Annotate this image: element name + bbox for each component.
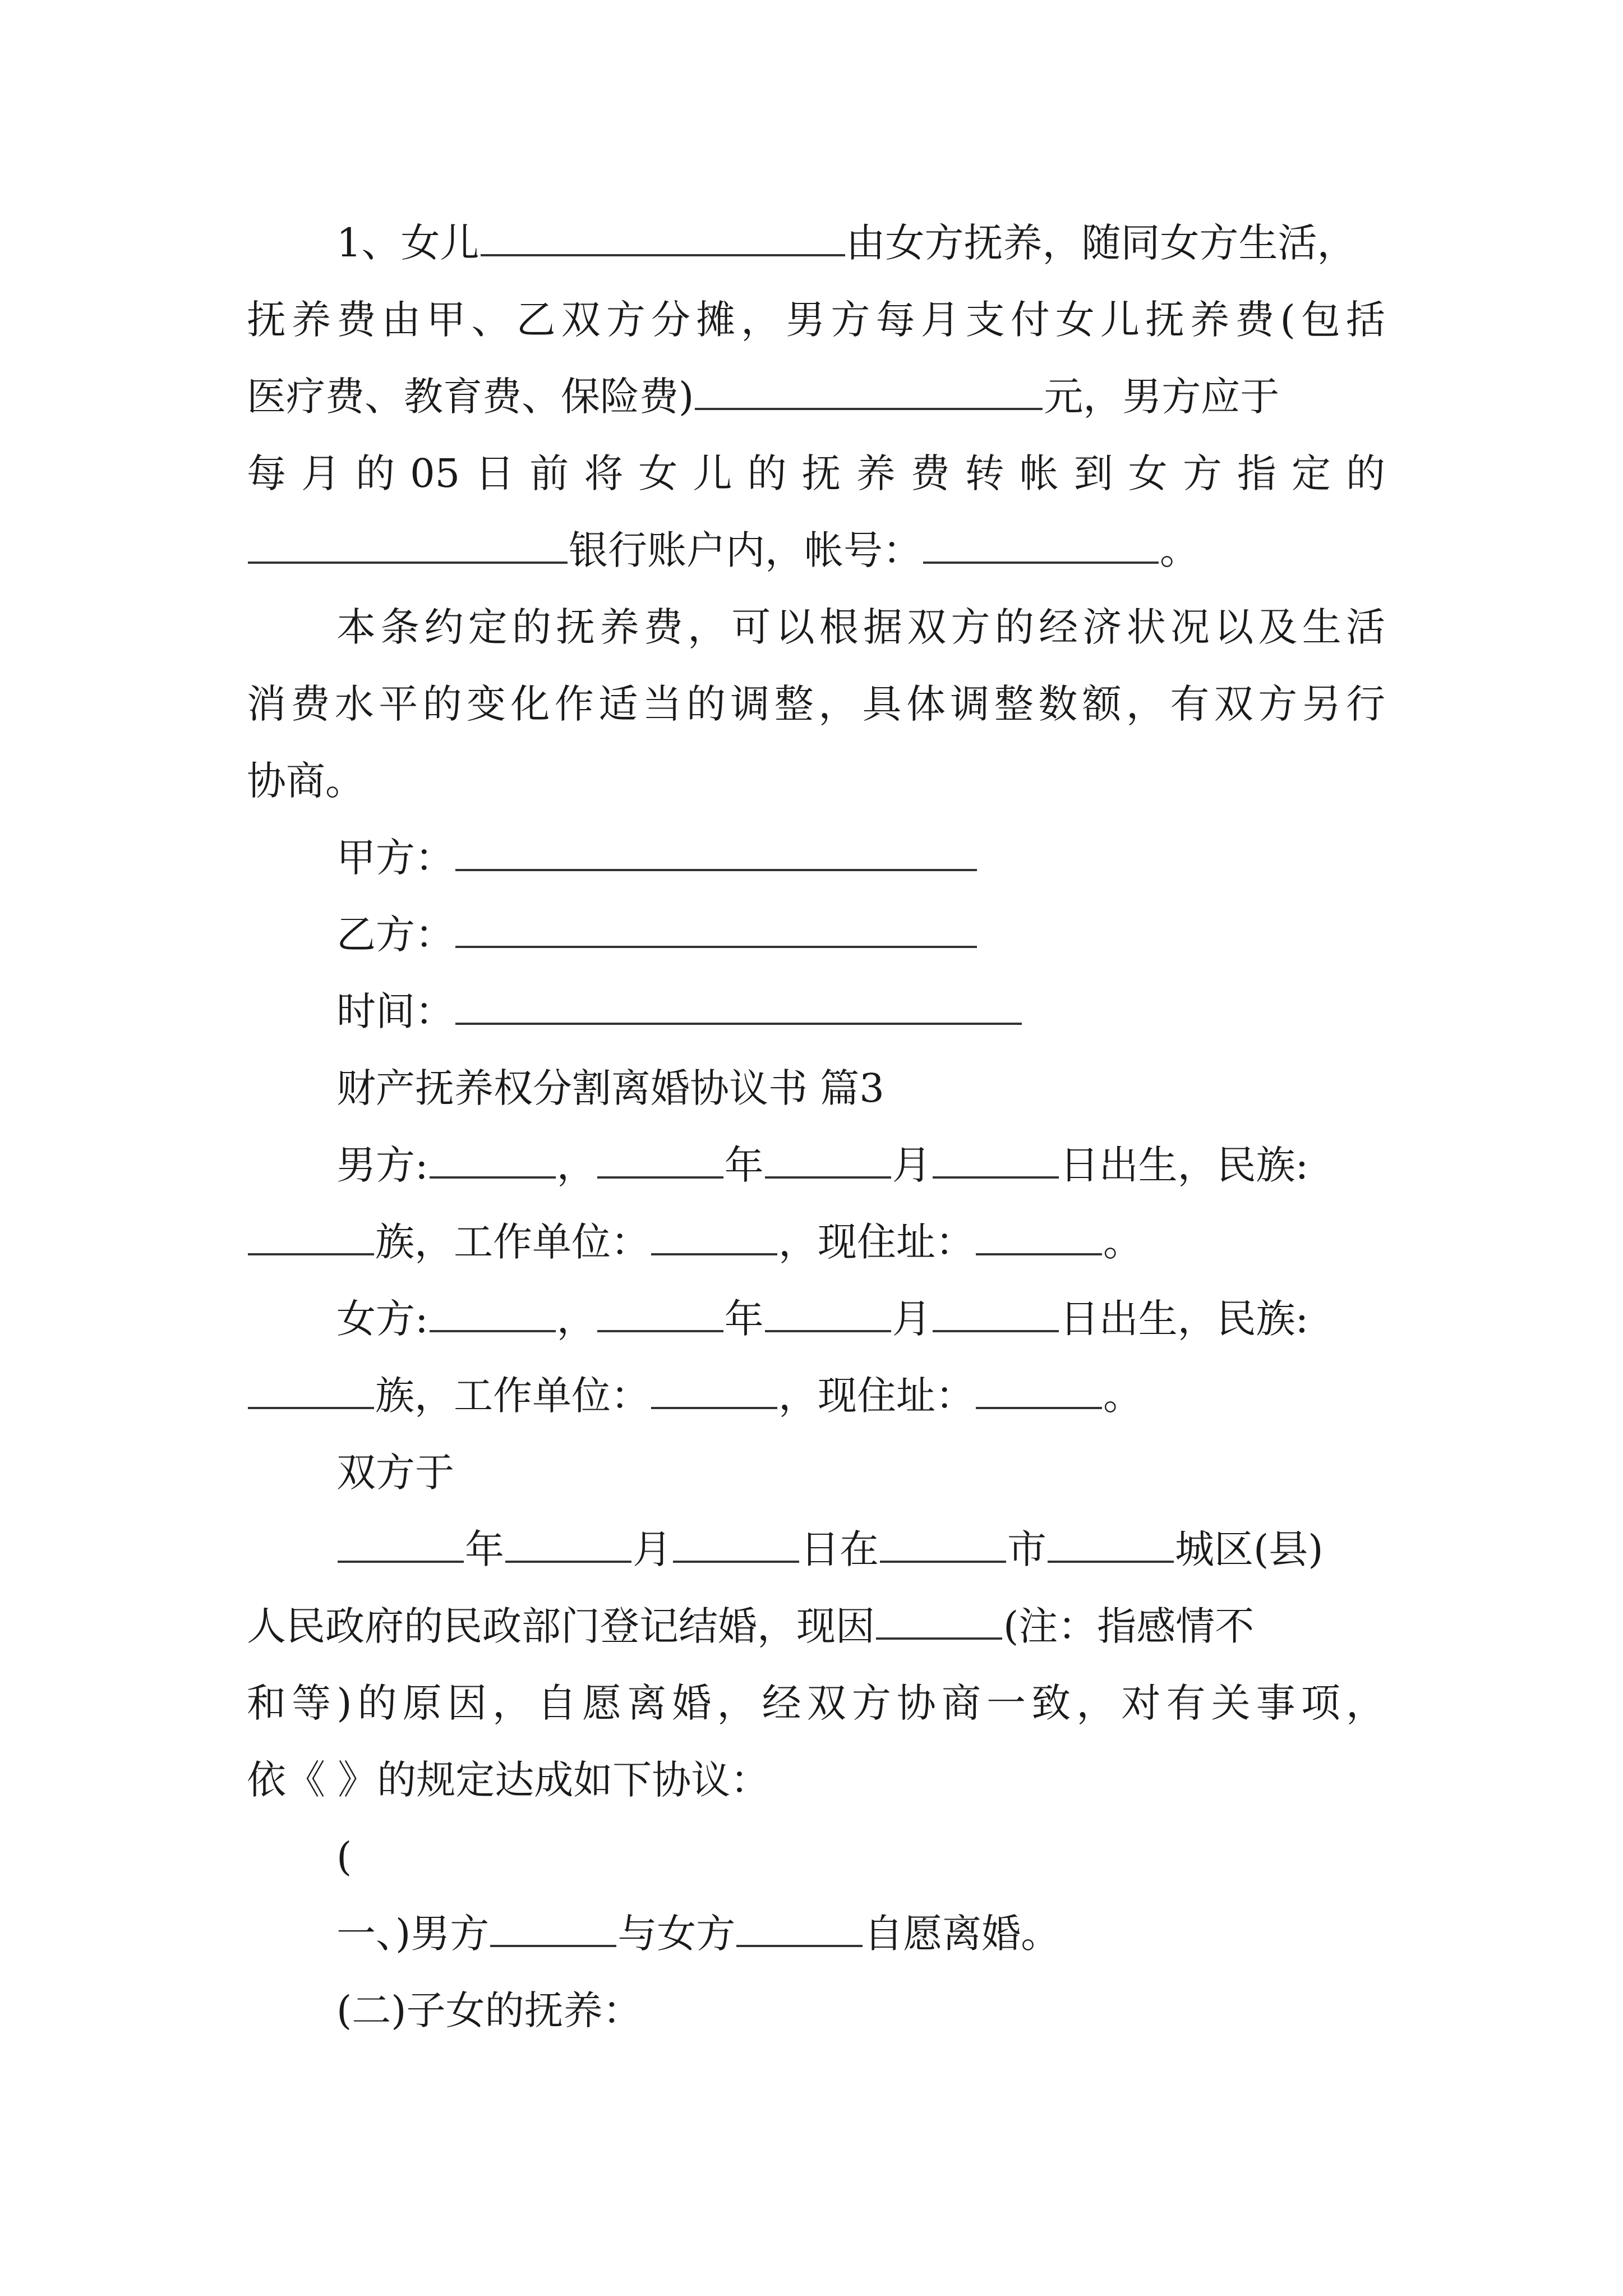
text: 年 — [724, 1296, 764, 1342]
blank-marriage-city — [880, 1524, 1006, 1563]
text: 。 — [1103, 1219, 1142, 1265]
blank-divorce-reason — [876, 1600, 1002, 1640]
item2: (二)子女的抚养： — [336, 1987, 642, 2033]
woman-line2 — [247, 1365, 1385, 1427]
para2-line3: 协商。 — [247, 758, 365, 804]
text: 城区(县) — [1175, 1526, 1324, 1572]
text: 族，工作单位： — [375, 1219, 650, 1265]
text: 月 — [892, 1142, 932, 1188]
blank-account-number — [923, 524, 1159, 564]
text: 市 — [1007, 1526, 1046, 1572]
blank-bank-name — [248, 524, 568, 564]
text: 日在 — [800, 1526, 879, 1572]
blank-woman-month — [765, 1293, 891, 1332]
text: 女方: — [336, 1296, 428, 1342]
text: 银行账户内，帐号： — [569, 527, 922, 573]
text: ， — [556, 1142, 596, 1188]
blank-man-employer — [651, 1216, 777, 1255]
text: ，现住址： — [778, 1219, 975, 1265]
text: 。 — [1160, 527, 1199, 573]
both-at: 双方于 — [336, 1450, 454, 1496]
text: 日出生，民族: — [1059, 1142, 1309, 1188]
blank-amount — [695, 371, 1043, 410]
text: 年 — [724, 1142, 764, 1188]
text: 1、女儿 — [336, 220, 479, 266]
signature-party-b — [336, 904, 1385, 965]
blank-daughter-name — [481, 217, 845, 256]
text: 一、)男方 — [336, 1911, 490, 1957]
blank-man-year — [597, 1139, 723, 1179]
text: ，现住址： — [778, 1373, 975, 1419]
text: 。 — [1103, 1373, 1142, 1419]
text: 日出生，民族: — [1059, 1296, 1309, 1342]
text: 自愿离婚。 — [864, 1911, 1061, 1957]
text: 男方: — [336, 1142, 428, 1188]
open-paren: ( — [336, 1834, 352, 1880]
blank-man-month — [765, 1139, 891, 1179]
blank-woman-day — [933, 1293, 1059, 1332]
marriage-line2 — [247, 1595, 1385, 1657]
text: 与女方 — [617, 1911, 736, 1957]
blank-marriage-day — [673, 1524, 799, 1563]
blank-man-day — [933, 1139, 1059, 1179]
text: 由女方抚养，随同女方生活， — [846, 220, 1357, 266]
marriage-line3: 和等)的原因，自愿离婚，经双方协商一致，对有关事项， — [247, 1680, 1385, 1726]
blank-marriage-month — [505, 1524, 631, 1563]
text: ， — [556, 1296, 596, 1342]
blank-woman-employer — [651, 1370, 777, 1409]
blank-woman-ethnic — [248, 1370, 374, 1409]
signature-time — [336, 981, 1385, 1042]
text: 年 — [465, 1526, 504, 1572]
blank-woman-address — [976, 1370, 1102, 1409]
man-line1 — [336, 1134, 1385, 1196]
text: 月 — [633, 1526, 672, 1572]
text: (注：指感情不 — [1003, 1603, 1255, 1649]
section-title: 财产抚养权分割离婚协议书 篇3 — [336, 1065, 884, 1111]
blank-man-ethnic — [248, 1216, 374, 1255]
blank-marriage-year — [338, 1524, 464, 1563]
blank-party-a — [455, 832, 977, 871]
blank-party-b — [455, 909, 977, 948]
text: 人民政府的民政部门登记结婚，现因 — [247, 1603, 875, 1649]
text: 族，工作单位： — [375, 1373, 650, 1419]
para1-line3 — [247, 366, 1385, 427]
blank-woman-name — [430, 1293, 556, 1332]
blank-marriage-district — [1048, 1524, 1174, 1563]
marriage-line1 — [336, 1519, 1385, 1580]
text: 医疗费、教育费、保险费) — [247, 374, 694, 420]
blank-item1-woman — [736, 1908, 863, 1947]
blank-item1-man — [490, 1908, 616, 1947]
para2-line1: 本条约定的抚养费，可以根据双方的经济状况以及生活 — [336, 604, 1385, 650]
woman-line1 — [336, 1288, 1385, 1350]
text: 甲方： — [336, 835, 454, 881]
text: 元，男方应于 — [1044, 374, 1280, 420]
blank-woman-year — [597, 1293, 723, 1332]
blank-time — [455, 986, 1022, 1025]
signature-party-a — [336, 827, 1385, 889]
para1-line5 — [247, 519, 1385, 581]
text: 时间： — [336, 988, 454, 1034]
para1-line4: 每月的05日前将女儿的抚养费转帐到女方指定的 — [247, 450, 1385, 496]
text: 月 — [892, 1296, 932, 1342]
item1 — [336, 1903, 1385, 1964]
marriage-line4: 依《 》的规定达成如下协议： — [247, 1757, 770, 1803]
text: 乙方： — [336, 912, 454, 958]
para2-line2: 消费水平的变化作适当的调整，具体调整数额，有双方另行 — [247, 681, 1385, 727]
man-line2 — [247, 1211, 1385, 1273]
para1-line1 — [336, 212, 1385, 274]
blank-man-name — [430, 1139, 556, 1179]
blank-man-address — [976, 1216, 1102, 1255]
para1-line2: 抚养费由甲、乙双方分摊，男方每月支付女儿抚养费(包括 — [247, 297, 1385, 343]
